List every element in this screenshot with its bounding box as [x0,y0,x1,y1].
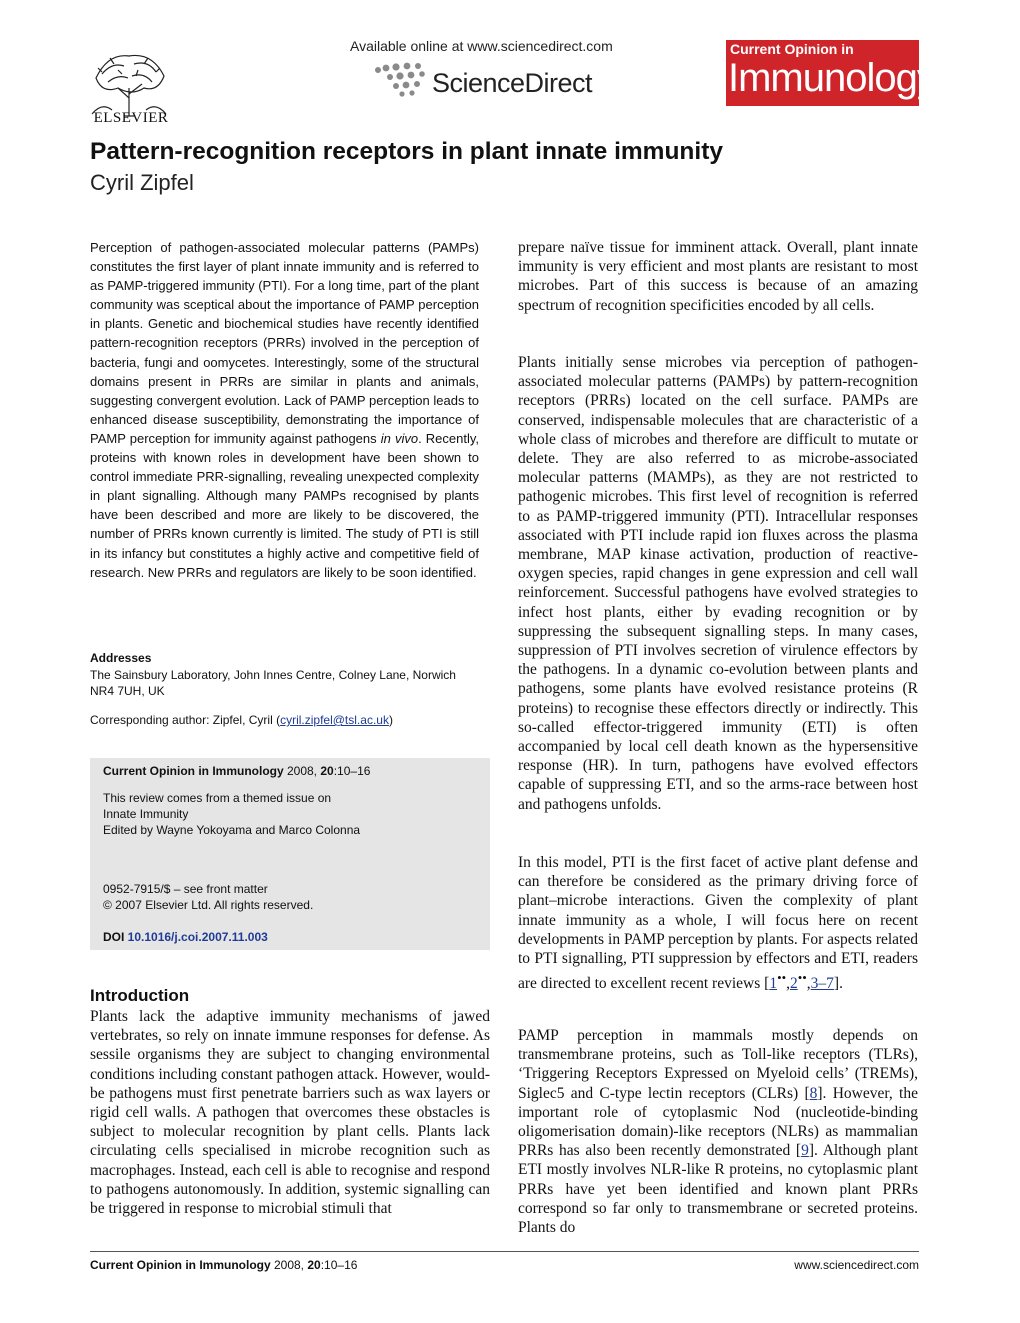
info-doi [103,930,268,944]
body-paragraph-4 [518,1026,918,1237]
p4-text-b: ]. However, the important role of cytoplasmic Nod (nucleotide-binding oligomerisation domain)-like receptors (NLRs) as mammalian PRRs has also been recently demonstrated [ [518,1084,918,1160]
addresses-heading: Addresses [90,651,152,665]
publisher-name: ELSEVIER [93,110,169,126]
doi-label: DOI [103,930,128,944]
journal-logo [726,40,936,106]
info-issue-line2: Innate Immunity [103,807,189,821]
p4-text-a: PAMP perception in mammals mostly depends on transmembrane proteins, such as Toll-like receptors (TLRs), ‘Triggering Receptors Expressed on Myeloid cells’ (TREMs), Siglec5 and C-type lectin receptors (CLRs) [ [518,1027,918,1102]
footer-divider [90,1251,919,1252]
info-year: 2008, [283,764,321,778]
corresponding-author [90,713,393,727]
footer-citation [90,1258,357,1272]
intro-paragraph: Plants lack the adaptive immunity mechanisms of jawed vertebrates, so rely on innate immune responses for defense. As sessile organisms they are subject to changing environmental conditions including constant pathogen attack. However, would-be pathogens must first penetrate barriers such as wax layers or rigid cell walls. A pathogen that overcomes these obstacles is subject to molecular recognition by plant cells. Plants lack circulating cells specialised in microbe recognition such as macrophages. Instead, each cell is able to recognise and respond to pathogens autonomously. In addition, systemic signalling can be triggered in response to microbial stimuli that [90,1008,490,1218]
abstract [90,238,479,582]
citation-1-mark: •• [777,970,787,986]
body-paragraph-3 [518,853,918,994]
citation-3-7[interactable]: 3–7 [810,975,834,993]
p3-end: ]. [833,975,843,993]
footer-pages: :10–16 [320,1258,358,1272]
corr-label: Corresponding author: Zipfel, Cyril ( [90,713,281,727]
info-editors: Edited by Wayne Yokoyama and Marco Colonna [103,823,361,837]
info-issn: 0952-7915/$ – see front matter [103,882,268,896]
abstract-italic: in vivo [380,430,419,446]
sciencedirect-dots-icon [372,60,434,100]
footer-year: 2008, [270,1258,308,1272]
citation-9[interactable]: 9 [801,1142,809,1160]
p3-text: In this model, PTI is the first facet of active plant defense and can therefore be considered as the primary driving force of plant–microbe interactions. Given the complexity of plant innate immunity as a whole, I will focus here on recent developments in PAMP perception by plants. For aspects related to PTI signalling, PTI suppression by effectors and ETI, readers are directed to excellent recent reviews [ [518,854,918,993]
corr-end: ) [388,713,393,727]
info-citation [103,764,370,778]
doi-link[interactable]: 10.1016/j.coi.2007.11.003 [127,930,268,944]
available-online-text: Available online at www.sciencedirect.com [350,38,613,54]
footer-url[interactable]: www.sciencedirect.com [794,1258,919,1272]
addresses-text: The Sainsbury Laboratory, John Innes Centre, Colney Lane, Norwich NR4 7UH, UK [90,668,456,698]
citation-2[interactable]: 2 [789,975,798,993]
body-paragraph-1: prepare naïve tissue for imminent attack. Overall, plant innate immunity is very efficient and most plants are resistant to most microbes. Part of this success is because of an amazing spectrum of recognition specificities encoded by all cells. [518,239,918,314]
citation-2-mark: •• [797,970,807,986]
info-journal: Current Opinion in Immunology [103,764,284,778]
info-copyright: © 2007 Elsevier Ltd. All rights reserved. [103,898,314,912]
p4-text-c: ]. Although plant ETI mostly involves NLR-like R proteins, no cytoplasmic plant PRRs have yet been identified and known plant PRRs correspond so far only to transmembrane or secreted proteins. Plants do [518,1142,919,1237]
info-volume: 20 [320,764,334,778]
citation-8[interactable]: 8 [809,1084,818,1102]
abstract-text: Perception of pathogen-associated molecular patterns (PAMPs) constitutes the first layer of plant innate immunity and is referred to as PAMP-triggered immunity (PTI). For a long time, part of the plant community was sceptical about the importance of PAMP perception in plants. Genetic and biochemical studies have recently identified pattern-recognition receptors (PRRs) involved in the perception of bacteria, fungi and oomycetes. Interestingly, some of the structural domains present in PRRs are similar in plants and animals, suggesting convergent evolution. Lack of PAMP perception leads to enhanced disease susceptibility, demonstrating the importance of PAMP perception for immunity against pathogens [90,240,479,446]
abstract-text-end: . Recently, proteins with known roles in development have been shown to control immediate PRR-signalling, revealing unexpected complexity in plant signalling. Although many PAMPs recognised by plants have been described and more are likely to be discovered, the number of PRRs known currently is limited. The study of PTI is still in its infancy but constitutes a highly active and competitive field of research. New PRRs and regulators are likely to be soon identified. [90,430,480,580]
footer-volume: 20 [307,1258,321,1272]
sciencedirect-wordmark: ScienceDirect [432,68,593,98]
journal-logo-top: Current Opinion in [730,41,854,57]
footer-journal: Current Opinion in Immunology [90,1258,271,1272]
body-paragraph-2: Plants initially sense microbes via perception of pathogen-associated molecular patterns (PAMPs) by pattern-recognition receptors (PRRs) located on the cell surface. PAMPs are conserved, indispensable molecules that are characteristic of a whole class of microbes and therefore are difficult to mutate or delete. They are also referred to as microbe-associated molecular patterns (MAMPs), as they are not restricted to pathogenic microbes. This first level of recognition is referred to as PAMP-triggered immunity (PTI). Intracellular responses associated with PTI include rapid ion fluxes across the plasma membrane, MAP kinase activation, production of reactive-oxygen species, rapid changes in gene expression and cell wall reinforcement. Successful pathogens have evolved strategies to infect host plants, either by evading recognition or by suppressing the subsequent signalling steps. In many cases, suppression of PTI involves secretion of virulence effectors by the pathogens. In a dynamic co-evolution between plants and pathogens, some plants have evolved resistance proteins (R proteins) to recognise these effectors directly or indirectly. This so-called effector-triggered immunity (ETI) is often accompanied by local cell death known as the hypersensitive response (HR). In turn, pathogens have evolved effectors capable of suppressing ETI, and so the arms-race between host and pathogens unfolds. [518,354,918,813]
corr-email-link[interactable]: cyril.zipfel@tsl.ac.uk [280,713,389,727]
article-title: Pattern-recognition receptors in plant innate immunity [90,138,723,165]
intro-heading: Introduction [90,986,190,1005]
journal-logo-main: Immunology [728,56,936,100]
info-issue-line1: This review comes from a themed issue on [103,791,332,805]
article-author: Cyril Zipfel [90,170,194,195]
info-pages: :10–16 [333,764,371,778]
article-info-box [90,758,490,950]
p3-sep2: , [806,975,811,993]
p3-sep1: , [786,975,790,993]
citation-1[interactable]: 1 [769,975,778,993]
